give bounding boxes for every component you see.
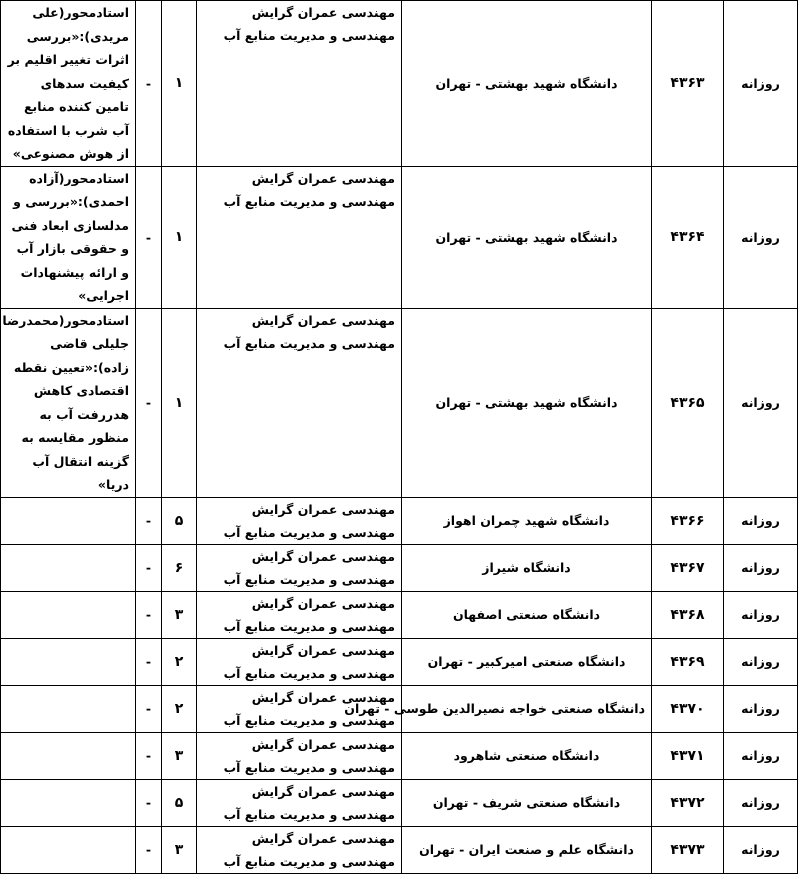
- note-cell: [1, 685, 136, 732]
- university-cell: دانشگاه شهید بهشتی - تهران: [402, 308, 652, 497]
- dash-cell: -: [136, 732, 162, 779]
- field-cell: مهندسی عمران گرایش مهندسی و مدیریت منابع آب: [197, 732, 402, 779]
- study-mode-cell: روزانه: [724, 779, 798, 826]
- dash-cell: -: [136, 826, 162, 873]
- field-cell: مهندسی عمران گرایش مهندسی و مدیریت منابع آب: [197, 685, 402, 732]
- note-cell: استادمحور(علی مریدی):«بررسی اثرات تغییر اقلیم بر کیفیت سدهای تامین کننده منابع آب شرب با استفاده از هوش مصنوعی»: [1, 1, 136, 167]
- study-mode-cell: روزانه: [724, 1, 798, 167]
- note-cell: [1, 826, 136, 873]
- university-cell: دانشگاه شیراز: [402, 544, 652, 591]
- dash-cell: -: [136, 544, 162, 591]
- code-cell: ۴۳۶۶: [652, 497, 724, 544]
- university-cell: دانشگاه شهید بهشتی - تهران: [402, 1, 652, 167]
- capacity-cell: ۱: [162, 308, 197, 497]
- study-mode-cell: روزانه: [724, 308, 798, 497]
- study-mode-cell: روزانه: [724, 591, 798, 638]
- dash-cell: -: [136, 685, 162, 732]
- table-row: [1, 166, 798, 308]
- code-cell: ۴۳۷۳: [652, 826, 724, 873]
- note-cell: [1, 497, 136, 544]
- dash-cell: -: [136, 638, 162, 685]
- table-row: [1, 544, 798, 591]
- table-row: [1, 732, 798, 779]
- university-cell: دانشگاه شهید چمران اهواز: [402, 497, 652, 544]
- capacity-cell: ۳: [162, 732, 197, 779]
- field-cell: مهندسی عمران گرایش مهندسی و مدیریت منابع آب: [197, 638, 402, 685]
- code-cell: ۴۳۷۲: [652, 779, 724, 826]
- field-cell: مهندسی عمران گرایش مهندسی و مدیریت منابع آب: [197, 544, 402, 591]
- dash-cell: -: [136, 779, 162, 826]
- field-cell: مهندسی عمران گرایش مهندسی و مدیریت منابع آب: [197, 1, 402, 167]
- note-cell: استادمحور(محمدرضا جلیلی قاضی زاده):«تعیین نقطه اقتصادی کاهش هدررفت آب به منظور مقایسه به گزینه انتقال آب دریا»: [1, 308, 136, 497]
- field-cell: مهندسی عمران گرایش مهندسی و مدیریت منابع آب: [197, 826, 402, 873]
- capacity-cell: ۳: [162, 591, 197, 638]
- field-cell: مهندسی عمران گرایش مهندسی و مدیریت منابع آب: [197, 497, 402, 544]
- table-row: [1, 308, 798, 497]
- dash-cell: -: [136, 166, 162, 308]
- university-cell: دانشگاه صنعتی شاهرود: [402, 732, 652, 779]
- note-cell: [1, 591, 136, 638]
- capacity-cell: ۵: [162, 779, 197, 826]
- field-cell: مهندسی عمران گرایش مهندسی و مدیریت منابع آب: [197, 779, 402, 826]
- note-cell: [1, 544, 136, 591]
- dash-cell: -: [136, 308, 162, 497]
- code-cell: ۴۳۶۷: [652, 544, 724, 591]
- university-cell: دانشگاه علم و صنعت ایران - تهران: [402, 826, 652, 873]
- code-cell: ۴۳۶۵: [652, 308, 724, 497]
- code-cell: ۴۳۷۰: [652, 685, 724, 732]
- study-mode-cell: روزانه: [724, 826, 798, 873]
- study-mode-cell: روزانه: [724, 544, 798, 591]
- table-row: [1, 638, 798, 685]
- table-row: [1, 779, 798, 826]
- study-mode-cell: روزانه: [724, 685, 798, 732]
- university-cell: دانشگاه شهید بهشتی - تهران: [402, 166, 652, 308]
- capacity-cell: ۲: [162, 685, 197, 732]
- dash-cell: -: [136, 497, 162, 544]
- code-cell: ۴۳۶۸: [652, 591, 724, 638]
- field-cell: مهندسی عمران گرایش مهندسی و مدیریت منابع آب: [197, 166, 402, 308]
- code-cell: ۴۳۶۹: [652, 638, 724, 685]
- capacity-cell: ۵: [162, 497, 197, 544]
- field-cell: مهندسی عمران گرایش مهندسی و مدیریت منابع آب: [197, 308, 402, 497]
- table-row: [1, 826, 798, 873]
- university-cell: دانشگاه صنعتی خواجه نصیرالدین طوسی - تهران: [402, 685, 652, 732]
- note-cell: [1, 732, 136, 779]
- university-cell: دانشگاه صنعتی شریف - تهران: [402, 779, 652, 826]
- note-cell: [1, 779, 136, 826]
- study-mode-cell: روزانه: [724, 732, 798, 779]
- capacity-cell: ۶: [162, 544, 197, 591]
- university-cell: دانشگاه صنعتی اصفهان: [402, 591, 652, 638]
- table-row: [1, 591, 798, 638]
- study-mode-cell: روزانه: [724, 638, 798, 685]
- table-row: [1, 1, 798, 167]
- capacity-cell: ۳: [162, 826, 197, 873]
- study-mode-cell: روزانه: [724, 166, 798, 308]
- field-cell: مهندسی عمران گرایش مهندسی و مدیریت منابع آب: [197, 591, 402, 638]
- capacity-cell: ۱: [162, 1, 197, 167]
- note-cell: [1, 638, 136, 685]
- capacity-cell: ۱: [162, 166, 197, 308]
- table-row: [1, 685, 798, 732]
- code-cell: ۴۳۶۳: [652, 1, 724, 167]
- code-cell: ۴۳۶۴: [652, 166, 724, 308]
- table-row: [1, 497, 798, 544]
- university-cell: دانشگاه صنعتی امیرکبیر - تهران: [402, 638, 652, 685]
- dash-cell: -: [136, 1, 162, 167]
- capacity-cell: ۲: [162, 638, 197, 685]
- code-cell: ۴۳۷۱: [652, 732, 724, 779]
- note-cell: استادمحور(آزاده احمدی):«بررسی و مدلسازی ابعاد فنی و حقوقی بازار آب و ارائه پیشنهادات اجرایی»: [1, 166, 136, 308]
- study-mode-cell: روزانه: [724, 497, 798, 544]
- dash-cell: -: [136, 591, 162, 638]
